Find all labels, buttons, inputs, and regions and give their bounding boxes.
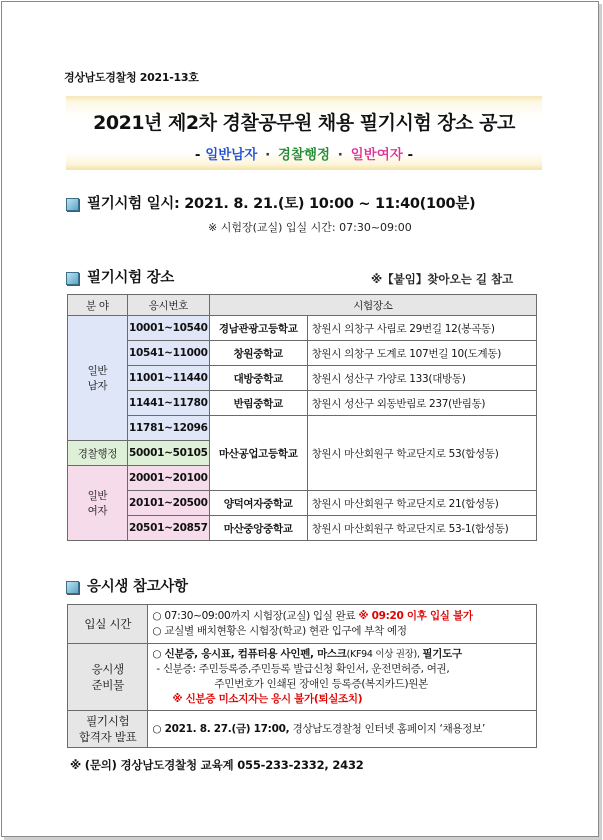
school-name: 마산중앙중학교 [209, 516, 307, 541]
table-row [68, 644, 537, 711]
items-label: 응시생 준비물 [68, 644, 148, 711]
checkin-details [148, 605, 537, 644]
page-title: 2021년 제2차 경찰공무원 채용 필기시험 장소 공고 [93, 112, 515, 134]
exam-date-text: 필기시험 일시: 2021. 8. 21.(토) 10:00 ~ 11:40(100분) [87, 196, 476, 212]
school-name: 대방중학교 [209, 366, 307, 391]
result-website: 경상남도경찰청 인터넷 홈페이지 ‘채용정보’ [292, 722, 485, 735]
exam-date-heading [66, 192, 475, 213]
exam-number: 50001~50105 [127, 441, 209, 466]
reference-heading [66, 575, 188, 596]
section-bullet-icon [66, 581, 79, 594]
exam-number: 11001~11440 [127, 366, 209, 391]
category-general-male: 일반 남자 [68, 316, 128, 441]
column-header: 응시번호 [127, 295, 209, 316]
exam-number: 20101~20500 [127, 491, 209, 516]
school-address: 창원시 성산구 외동반림로 237(반림동) [307, 391, 536, 416]
column-header: 분 야 [68, 295, 128, 316]
items-line [152, 647, 532, 662]
school-name: 경남관광고등학교 [209, 316, 307, 341]
exam-number: 10001~10540 [127, 316, 209, 341]
contact-info: ※ (문의) 경상남도경찰청 교육계 055-233-2332, 2432 [70, 758, 364, 772]
category-general-female: 일반 여자 [68, 466, 128, 541]
subtitle-general-male: 일반남자 [205, 147, 258, 163]
document-number: 경상남도경찰청 2021-13호 [64, 71, 199, 84]
table-header-row [68, 295, 537, 316]
items-required: ○ 신분증, 응시표, 컴퓨터용 사인펜, 마스크 [152, 648, 347, 660]
subtitle-dot: · [337, 147, 343, 163]
items-stationery: 필기도구 [422, 648, 462, 660]
table-row [68, 711, 537, 748]
venue-heading [66, 266, 174, 287]
school-name: 반림중학교 [209, 391, 307, 416]
checkin-line: ○ 교실별 배치현황은 시험장(학교) 현관 입구에 부착 예정 [152, 625, 407, 637]
subtitle-dash-left: - [194, 147, 201, 163]
exam-number: 11441~11780 [127, 391, 209, 416]
school-name: 창원중학교 [209, 341, 307, 366]
section-bullet-icon [66, 272, 79, 285]
table-row [68, 605, 537, 644]
result-line [152, 722, 532, 737]
school-address: 창원시 마산회원구 학교단지로 21(합성동) [307, 491, 536, 516]
items-line: 주민번호가 인쇄된 장애인 등록증(복지카드)원본 [214, 678, 428, 690]
school-name: 마산공업고등학교 [209, 416, 307, 491]
items-details [148, 644, 537, 711]
subtitle-police-admin: 경찰행정 [277, 147, 331, 163]
school-address: 창원시 마산회원구 학교단지로 53(합성동) [307, 416, 536, 491]
table-row [68, 516, 537, 541]
exam-number: 20001~20100 [127, 466, 209, 491]
venue-table [67, 294, 537, 541]
column-header: 시험장소 [209, 295, 536, 316]
school-address: 창원시 의창구 도계로 107번길 10(도계동) [307, 341, 536, 366]
school-address: 창원시 성산구 가양로 133(대방동) [307, 366, 536, 391]
school-address: 창원시 마산회원구 학교단지로 53-1(합성동) [307, 516, 536, 541]
school-address: 창원시 의창구 사림로 29번길 12(봉곡동) [307, 316, 536, 341]
venue-heading-text: 필기시험 장소 [87, 270, 174, 286]
exam-number: 10541~11000 [127, 341, 209, 366]
subtitle-general-female: 일반여자 [350, 147, 403, 163]
items-line: - 신분증: 주민등록증,주민등록 발급신청 확인서, 운전면허증, 여권, [156, 663, 450, 675]
category-police-admin: 경찰행정 [68, 441, 128, 466]
subtitle-dot: · [265, 147, 271, 163]
exam-number: 20501~20857 [127, 516, 209, 541]
subtitle-dash-right: - [407, 147, 414, 163]
reference-heading-text: 응시생 참고사항 [87, 579, 188, 595]
result-details [148, 711, 537, 748]
map-reference-note: ※【붙임】찾아오는 길 참고 [371, 272, 514, 286]
table-row [68, 341, 537, 366]
late-entry-warning: ※ 09:20 이후 입실 불가 [358, 610, 473, 622]
reference-table [67, 604, 537, 748]
checkin-time-note: ※ 시험장(교실) 입실 시간: 07:30~09:00 [208, 221, 412, 234]
subtitle [66, 143, 542, 163]
table-row [68, 491, 537, 516]
checkin-text: ○ 07:30~09:00까지 시험장(교실) 입실 완료 [152, 610, 359, 622]
school-name: 양덕여자중학교 [209, 491, 307, 516]
table-row [68, 316, 537, 341]
id-required-warning: ※ 신분증 미소지자는 응시 불가(퇴실조치) [172, 693, 363, 705]
table-row [68, 416, 537, 441]
section-bullet-icon [66, 198, 79, 211]
table-row [68, 391, 537, 416]
result-label: 필기시험 합격자 발표 [68, 711, 148, 748]
table-row [68, 366, 537, 391]
exam-number: 11781~12096 [127, 416, 209, 441]
result-date: ○ 2021. 8. 27.(금) 17:00, [152, 722, 293, 735]
items-mask-note: (KF94 이상 권장), [346, 649, 423, 660]
checkin-label: 입실 시간 [68, 605, 148, 644]
checkin-line [152, 609, 532, 624]
